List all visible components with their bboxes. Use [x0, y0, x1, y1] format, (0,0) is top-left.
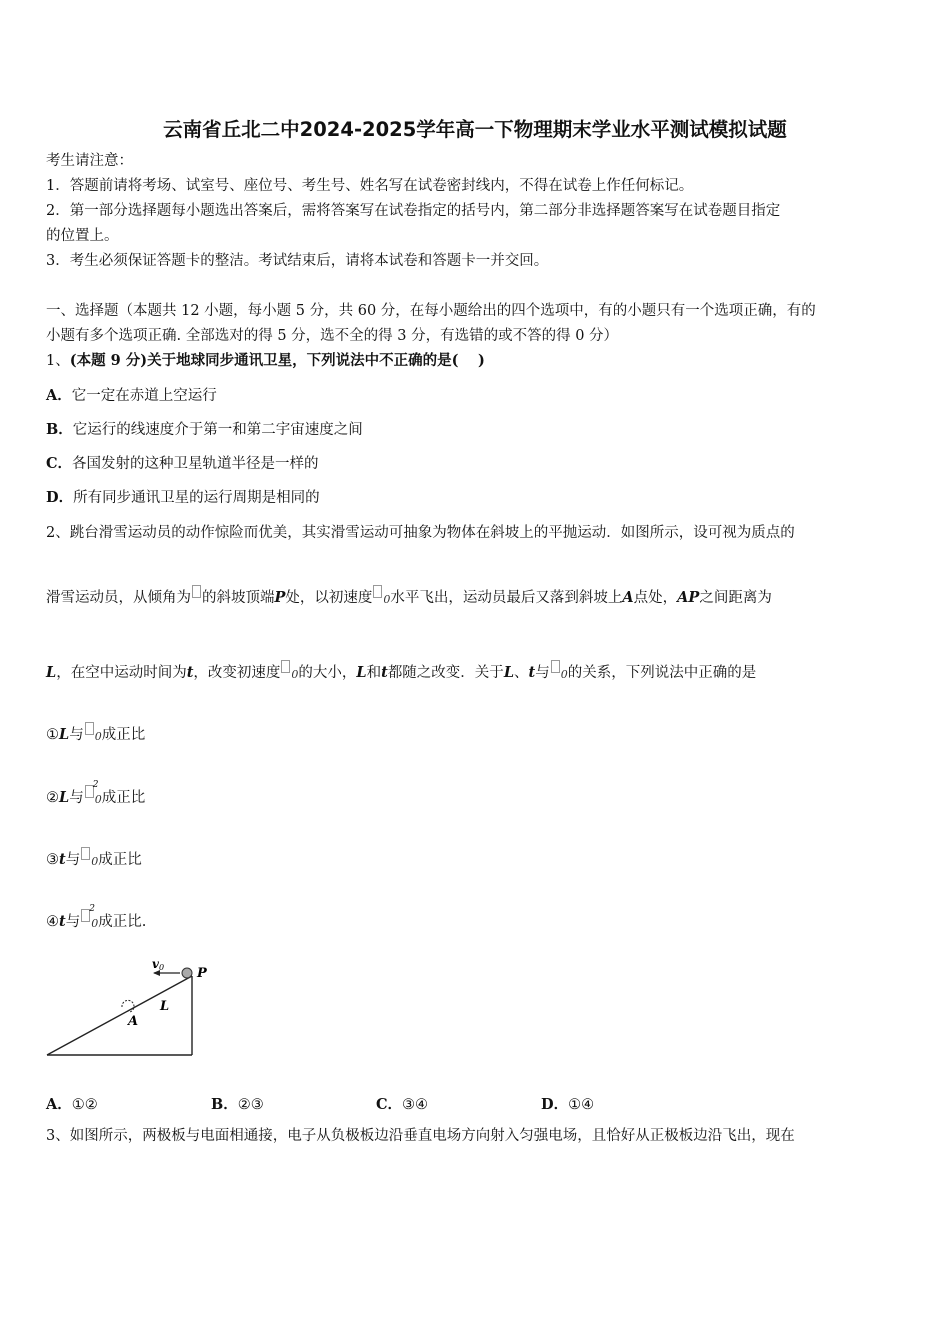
subscript-0: 0: [560, 668, 568, 681]
q1-points: (本题 9 分): [69, 352, 148, 369]
option-label: B．: [46, 421, 73, 438]
q2-text: 滑雪运动员，从倾角为: [46, 590, 191, 606]
option-label: C．: [376, 1096, 403, 1113]
q2-option-c: [376, 1093, 428, 1114]
var-l: L: [356, 664, 367, 681]
q2-stem-line-3: [46, 660, 906, 685]
q2-text: 点处，: [633, 590, 678, 606]
v0-symbol-icon: [281, 660, 290, 673]
q1-number: 1、: [46, 353, 70, 369]
q2-text: 之间距离为: [699, 590, 772, 606]
subscript-0: 0: [94, 793, 102, 806]
notice-item-2-line-2: 的位置上。: [46, 228, 119, 244]
var-l: L: [503, 664, 515, 681]
q2-text: 与: [69, 790, 84, 806]
q2-text: 成正比: [101, 790, 146, 806]
q2-statement-2: [46, 780, 906, 810]
subscript-0: 0: [94, 730, 102, 743]
var-l: L: [59, 726, 70, 743]
q2-text: 都随之改变．关于: [387, 665, 504, 681]
var-p: P: [274, 589, 286, 606]
option-label: D．: [541, 1096, 569, 1113]
var-t: t: [528, 664, 536, 681]
var-l: L: [59, 789, 70, 806]
option-label: A．: [46, 387, 72, 404]
q2-text: 成正比: [98, 852, 142, 868]
var-t: t: [186, 664, 194, 681]
notice-item-1: 1．答题前请将考场、试室号、座位号、考生号、姓名写在试卷密封线内，不得在试卷上作任何标记。: [46, 178, 694, 194]
subscript-0: 0: [383, 593, 391, 606]
label-a: A: [128, 1014, 139, 1029]
q3-stem-line-1: 3、如图所示，两极板与电面相通接，电子从负极板边沿垂直电场方向射入匀强电场，且恰好从正极板边沿飞出，现在: [46, 1128, 795, 1144]
q1-question: 关于地球同步通讯卫星，下列说法中不正确的是( ): [147, 352, 485, 369]
label-v-sub: 0: [159, 963, 165, 972]
q2-text: 的大小，: [298, 665, 357, 681]
q2-stem-line-2: [46, 585, 906, 610]
section-header-line-1: 一、选择题（本题共 12 小题，每小题 5 分，共 60 分，在每小题给出的四个选项中，有的小题只有一个选项正确，有的: [46, 303, 816, 319]
q2-text: 成正比.: [98, 914, 147, 930]
var-a: A: [622, 589, 634, 606]
slope-incline-line: [47, 976, 192, 1055]
option-label: B．: [211, 1096, 238, 1113]
var-t: t: [381, 664, 388, 681]
v0-symbol-icon: [85, 722, 94, 735]
option-text: ②③: [237, 1097, 264, 1113]
v0-symbol-icon: [81, 847, 90, 860]
var-t: t: [59, 913, 66, 930]
q2-stem-line-1: 2、跳台滑雪运动员的动作惊险而优美，其实滑雪运动可抽象为物体在斜坡上的平抛运动．如图所示，设可视为质点的: [46, 525, 795, 541]
q2-text: 成正比: [101, 727, 146, 743]
section-header-line-2: 小题有多个选项正确. 全部选对的得 5 分，选不全的得 3 分，有选错的或不答的得 0 分）: [46, 328, 619, 344]
notice-item-2-line-1: 2．第一部分选择题每小题选出答案后，需将答案写在试卷指定的括号内，第二部分非选择题答案写在试卷题目指定: [46, 203, 781, 219]
statement-mark: ③: [46, 852, 59, 868]
label-v: v: [152, 957, 159, 971]
superscript-2: 2: [89, 904, 95, 914]
q2-text: 与: [65, 914, 81, 930]
q2-text: 与: [69, 727, 84, 743]
q2-text: 处，以初速度: [285, 590, 373, 606]
q2-text: 、: [514, 665, 529, 681]
page-title: 云南省丘北二中2024-2025学年高一下物理期末学业水平测试模拟试题: [163, 118, 787, 141]
option-text: ①④: [568, 1097, 595, 1113]
q2-text: ，在空中运动时间为: [56, 665, 187, 681]
label-p: P: [197, 966, 207, 981]
option-text: 所有同步通讯卫星的运行周期是相同的: [73, 490, 320, 506]
q1-option-d: [46, 488, 906, 508]
statement-mark: ②: [46, 790, 59, 806]
subscript-0: 0: [291, 668, 299, 681]
q2-statement-4: [46, 904, 906, 934]
v0-symbol-icon: [551, 660, 560, 673]
q2-text: 的关系，下列说法中正确的是: [567, 665, 757, 681]
option-label: C．: [46, 455, 73, 472]
q2-text: 的斜坡顶端: [202, 590, 275, 606]
option-text: ③④: [402, 1097, 429, 1113]
option-text: 它运行的线速度介于第一和第二宇宙速度之间: [72, 422, 363, 438]
option-text: ①②: [71, 1097, 98, 1113]
option-label: D．: [46, 489, 74, 506]
option-text: 它一定在赤道上空运行: [71, 388, 217, 404]
superscript-2: 2: [92, 780, 99, 790]
q2-option-d: [541, 1093, 594, 1114]
option-text: 各国发射的这种卫星轨道半径是一样的: [72, 456, 319, 472]
q2-statement-1: [46, 722, 906, 747]
q2-statement-3: [46, 847, 906, 872]
q2-option-a: [46, 1093, 98, 1114]
statement-mark: ④: [46, 914, 59, 930]
subscript-0: 0: [91, 917, 99, 930]
skier-point-icon: [182, 968, 192, 978]
q1-stem: [46, 351, 906, 371]
v0-symbol-icon: [373, 585, 382, 598]
var-l: L: [46, 664, 57, 681]
q2-option-b: [211, 1093, 264, 1114]
theta-symbol-icon: [192, 585, 201, 598]
notice-heading: 考生请注意：: [46, 153, 133, 169]
q1-option-b: [46, 420, 906, 440]
statement-mark: ①: [46, 727, 59, 743]
q1-option-c: [46, 454, 906, 474]
label-l: L: [160, 999, 170, 1014]
q2-text: 与: [65, 852, 81, 868]
q2-text: ，改变初速度: [193, 665, 281, 681]
var-ap: AP: [677, 589, 700, 606]
q2-text: 和: [366, 665, 382, 681]
q2-text: 水平飞出，运动员最后又落到斜坡上: [390, 590, 623, 606]
var-t: t: [59, 851, 66, 868]
option-label: A．: [46, 1096, 72, 1113]
subscript-0: 0: [91, 855, 99, 868]
notice-item-3: 3．考生必须保证答题卡的整洁。考试结束后，请将本试卷和答题卡一并交回。: [46, 253, 549, 269]
q2-text: 与: [535, 665, 550, 681]
q1-option-a: [46, 386, 906, 406]
slope-diagram: [40, 950, 230, 1060]
